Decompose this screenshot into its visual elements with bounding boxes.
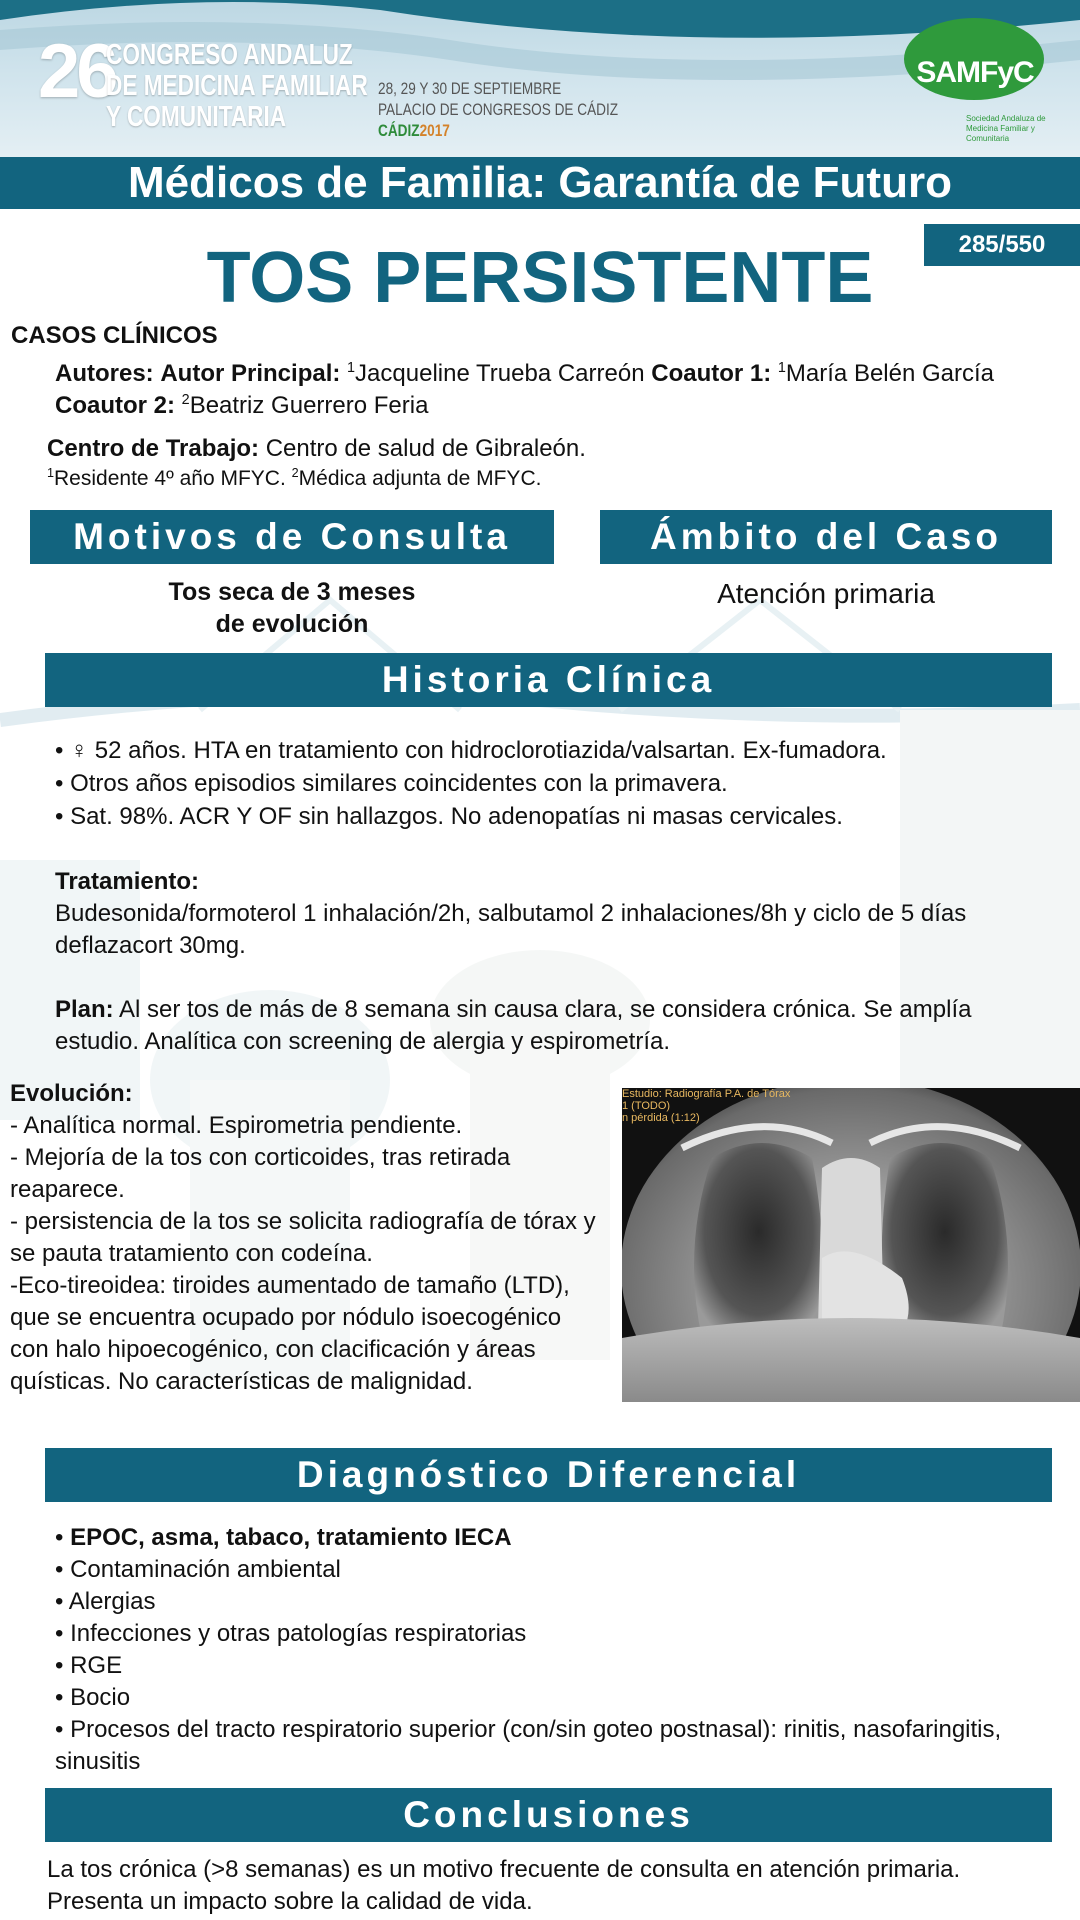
work-center — [47, 434, 586, 464]
samfyc-logo — [904, 18, 1050, 143]
conclusiones-text: La tos crónica (>8 semanas) es un motivo frecuente de consulta en atención primaria. Presenta un impacto sobre la calidad de vida. — [47, 1856, 961, 1915]
authors-label: Autores: — [55, 360, 154, 387]
motivos-line: de evolución — [215, 610, 369, 638]
list-item: • Infecciones y otras patologías respiratorias — [55, 1620, 527, 1647]
event-city-year — [378, 120, 618, 141]
xray-label-line: Estudio: Radiografía P.A. de Tórax — [622, 1088, 791, 1100]
plan-text: Al ser tos de más de 8 semana sin causa clara, se considera crónica. Se amplía estudio. Analítica con screening de alergia y espirometría. — [55, 996, 972, 1055]
evolucion-block — [10, 1078, 600, 1398]
congress-title-line: Y COMUNITARIA — [106, 101, 287, 133]
principal-author-label: Autor Principal: — [160, 360, 341, 387]
list-item: • Bocio — [55, 1684, 131, 1711]
affiliation-1: Residente 4º año MFYC. — [54, 467, 286, 490]
event-city: CÁDIZ — [378, 121, 420, 140]
plan-block — [55, 994, 1055, 1058]
affiliation-marker: 2 — [181, 392, 190, 408]
event-year: 2017 — [419, 121, 450, 140]
coauthor1-label: Coautor 1: — [651, 360, 772, 387]
tratamiento-label: Tratamiento: — [55, 868, 200, 895]
motivos-line: Tos seca de 3 meses — [168, 578, 416, 606]
motivos-text — [30, 576, 554, 640]
work-center-label: Centro de Trabajo: — [47, 435, 260, 462]
list-item: • Otros años episodios similares coincidentes con la primavera. — [55, 770, 728, 797]
tratamiento-text: Budesonida/formoterol 1 inhalación/2h, salbutamol 2 inhalaciones/8h y ciclo de 5 días deflazacort 30mg. — [55, 900, 967, 959]
affiliation-marker: 2 — [291, 466, 299, 480]
list-item: • EPOC, asma, tabaco, tratamiento IECA — [55, 1524, 512, 1551]
authors-block — [55, 358, 1055, 422]
affiliation-marker: 1 — [47, 466, 55, 480]
list-item: - Analítica normal. Espirometria pendiente. — [10, 1112, 463, 1139]
list-item: • Procesos del tracto respiratorio superior (con/sin goteo postnasal): rinitis, nasofaringitis, sinusitis — [55, 1716, 1002, 1775]
evolucion-label: Evolución: — [10, 1080, 133, 1107]
congress-title — [106, 39, 368, 133]
chest-xray-drawing — [622, 1088, 1080, 1402]
congress-edition-number: 26 — [38, 29, 115, 114]
affiliation-marker: 1 — [347, 360, 356, 376]
slogan-bar: Médicos de Familia: Garantía de Futuro — [0, 157, 1080, 209]
section-heading-motivos: Motivos de Consulta — [30, 510, 554, 564]
tratamiento-block — [55, 866, 1055, 962]
list-item: • Alergias — [55, 1588, 156, 1615]
page-title: TOS PERSISTENTE — [206, 238, 874, 318]
list-item: - persistencia de la tos se solicita radiografía de tórax y se pauta tratamiento con codeína. — [10, 1208, 596, 1267]
ambito-text: Atención primaria — [717, 578, 935, 609]
congress-header-banner — [0, 0, 1080, 157]
list-item: -Eco-tireoidea: tiroides aumentado de tamaño (LTD), que se encuentra ocupado por nódulo isoecogénico con halo hipoecogénico, con clacificación y áreas quísticas. No características de malignidad. — [10, 1272, 570, 1395]
section-heading-diagnostico: Diagnóstico Diferencial — [45, 1448, 1052, 1502]
congress-title-line: DE MEDICINA FAMILIAR — [106, 70, 368, 102]
coauthor2-name: Beatriz Guerrero Feria — [189, 392, 429, 419]
logo-subtext: Sociedad Andaluza de Medicina Familiar y Comunitaria — [966, 114, 1046, 143]
xray-label-line: 1 (TODO) — [622, 1100, 671, 1112]
event-dates: 28, 29 Y 30 DE SEPTIEMBRE — [378, 79, 562, 98]
principal-author-name: Jacqueline Trueba Carreón — [355, 360, 645, 387]
affiliation-marker: 1 — [777, 360, 786, 376]
diagnostico-first-item: EPOC, asma, tabaco, tratamiento IECA — [70, 1524, 512, 1551]
work-center-value: Centro de salud de Gibraleón. — [265, 435, 586, 462]
affiliations — [47, 466, 541, 492]
list-item: • RGE — [55, 1652, 123, 1679]
congress-title-line: CONGRESO ANDALUZ — [106, 39, 353, 71]
xray-label-line: n pérdida (1:12) — [622, 1112, 700, 1124]
xray-label — [622, 1088, 790, 1124]
poster-number-badge: 285/550 — [924, 224, 1080, 266]
historia-list — [55, 734, 1055, 833]
event-info — [378, 78, 618, 141]
coauthor1-name: María Belén García — [785, 360, 995, 387]
section-heading-historia: Historia Clínica — [45, 653, 1052, 707]
plan-label: Plan: — [55, 996, 114, 1023]
list-item: - Mejoría de la tos con corticoides, tras retirada reaparece. — [10, 1144, 511, 1203]
list-item: • Sat. 98%. ACR Y OF sin hallazgos. No adenopatías ni masas cervicales. — [55, 803, 843, 830]
event-venue: PALACIO DE CONGRESOS DE CÁDIZ — [378, 100, 619, 119]
diagnostico-list — [55, 1522, 1055, 1778]
affiliation-2: Médica adjunta de MFYC. — [298, 467, 542, 490]
section-heading-conclusiones: Conclusiones — [45, 1788, 1052, 1842]
coauthor2-label: Coautor 2: — [55, 392, 175, 419]
list-item: • Contaminación ambiental — [55, 1556, 341, 1583]
category-label: CASOS CLÍNICOS — [11, 322, 218, 349]
logo-text: SAMFyC — [916, 56, 1034, 89]
section-heading-ambito: Ámbito del Caso — [600, 510, 1052, 564]
chest-xray-image — [622, 1088, 1080, 1402]
list-item: • ♀ 52 años. HTA en tratamiento con hidroclorotiazida/valsartan. Ex-fumadora. — [55, 737, 887, 764]
